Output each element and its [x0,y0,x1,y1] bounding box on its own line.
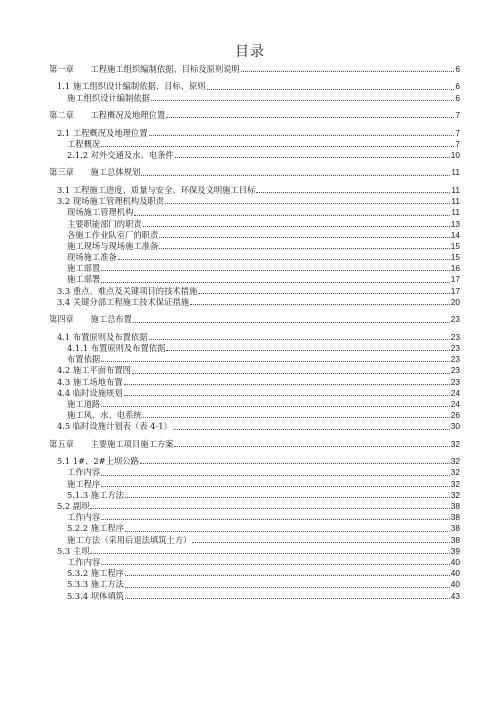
dot-leader [140,463,450,464]
toc-section-entry[interactable] [49,546,460,557]
toc-entry-text: 工作内容 [67,512,101,523]
table-of-contents [49,64,460,602]
toc-section-entry[interactable] [49,81,460,92]
toc-entry-text: 5.3.3 施工方法 [67,579,124,590]
toc-subsection-entry[interactable] [49,219,460,230]
toc-entry-text: 第二章 工程概况及地理位置 [49,110,166,121]
toc-chapter-entry[interactable] [49,64,460,75]
dot-leader [207,89,455,90]
dot-leader [134,215,450,216]
dot-leader [101,146,454,147]
dot-leader [118,259,450,260]
toc-page-number: 11 [451,167,460,178]
toc-chapter-entry[interactable] [49,168,460,179]
dot-leader [101,282,450,283]
toc-entry-text: 主要职能部门的职责 [67,218,142,229]
dot-leader [149,339,450,340]
dot-leader [175,157,450,158]
toc-entry-text: 4.1 布置原则及布置依据 [57,331,148,342]
dot-leader [125,575,450,576]
dot-leader [256,192,450,193]
toc-subsection-entry[interactable] [49,263,460,274]
toc-entry-text: 2.1 工程概况及地理位置 [57,127,148,138]
toc-page-number: 38 [450,523,460,534]
dot-leader [125,598,450,599]
dot-leader [198,293,449,294]
toc-section-entry[interactable] [49,456,460,467]
toc-entry-text: 5.2 副坝 [57,501,90,512]
toc-entry-text: 布置依据 [67,354,101,365]
dot-leader [101,406,450,407]
toc-entry-text: 1.1 施工组织设计编制依据、目标、原则 [57,81,206,92]
toc-page-number: 23 [450,331,460,342]
dot-leader [159,248,449,249]
dot-leader [125,587,450,588]
toc-subsection-entry[interactable] [49,568,460,579]
toc-page-number: 32 [450,489,460,500]
toc-subsection-entry[interactable] [49,354,460,365]
dot-leader [149,135,455,136]
toc-page-number: 40 [450,556,460,567]
toc-entry-text: 现场施工准备 [67,252,117,263]
toc-section-entry[interactable] [49,421,460,432]
toc-subsection-entry[interactable] [49,241,460,252]
toc-page-number: 16 [450,263,460,274]
toc-subsection-entry[interactable] [49,139,460,150]
toc-page-number: 11 [451,196,460,207]
toc-entry-text: 4.2 施工平面布置图 [57,365,131,376]
toc-subsection-entry[interactable] [49,557,460,568]
toc-entry-text: 5.1.3 施工方法 [67,489,124,500]
toc-subsection-entry[interactable] [49,523,460,534]
toc-subsection-entry[interactable] [49,343,460,354]
toc-page-number: 38 [450,501,460,512]
toc-page-number: 10 [450,150,460,160]
toc-page-number: 32 [450,456,460,467]
toc-subsection-entry[interactable] [49,512,460,523]
dot-leader [141,175,450,176]
toc-entry-text: 4.5 临时设施计划表（表 4-1） [57,421,172,432]
dot-leader [159,237,449,238]
toc-page-number: 7 [455,127,460,138]
toc-section-entry[interactable] [49,297,460,308]
toc-entry-text: 工程概况 [67,138,101,149]
toc-page-number: 20 [450,296,460,307]
dot-leader [166,117,454,118]
toc-subsection-entry[interactable] [49,490,460,501]
dot-leader [190,304,450,305]
dot-leader [101,486,450,487]
toc-section-entry[interactable] [49,196,460,207]
toc-page-number: 17 [450,274,460,285]
toc-entry-text: 5.3.2 施工程序 [67,568,124,579]
toc-entry-text: 3.1 工程施工进度、质量与安全、环保及文明施工目标 [57,184,256,195]
toc-entry-text: 第五章 主要施工项目施工方案 [49,438,174,449]
toc-page-number: 7 [455,138,460,149]
dot-leader [101,564,450,565]
dot-leader [90,553,449,554]
toc-entry-text: 5.3.4 坝体填筑 [67,590,124,601]
toc-page-number: 6 [455,63,460,74]
toc-page-number: 6 [455,81,460,92]
toc-subsection-entry[interactable] [49,579,460,590]
toc-page-number: 11 [451,207,460,218]
toc-title: 目录 [235,44,265,60]
dot-leader [124,395,450,396]
toc-subsection-entry[interactable] [49,479,460,490]
dot-leader [101,519,450,520]
toc-page-number: 14 [450,229,460,240]
dot-leader [174,446,449,447]
toc-section-entry[interactable] [49,332,460,343]
toc-entry-text: 施工现场与现场施工准备 [67,240,159,251]
toc-entry-text: 3.4 关键分部工程施工技术保证措施 [57,296,189,307]
dot-leader [143,226,450,227]
toc-section-entry[interactable] [49,185,460,196]
toc-chapter-entry[interactable] [49,314,460,325]
toc-page-number: 23 [450,365,460,376]
dot-leader [241,71,455,72]
toc-page-number: 32 [450,467,460,478]
toc-page-number: 32 [450,438,460,449]
toc-entry-text: 施工部署 [67,274,101,285]
toc-page-number: 40 [450,568,460,579]
toc-entry-text: 施工组织设计编制依据 [67,92,150,103]
toc-entry-text: 4.4 临时设施规划 [57,387,123,398]
dot-leader [132,373,450,374]
toc-subsection-entry[interactable] [49,410,460,421]
dot-leader [124,384,450,385]
toc-subsection-entry[interactable] [49,252,460,263]
dot-leader [143,417,450,418]
toc-entry-text: 第三章 施工总体规划 [49,167,141,178]
toc-page-number: 23 [450,376,460,387]
dot-leader [151,100,454,101]
toc-page-number: 23 [450,354,460,365]
toc-entry-text: 2.1.2 对外交通及水、电条件 [67,150,174,160]
toc-entry-text: 现场施工管理机构 [67,207,134,218]
dot-leader [101,270,450,271]
dot-leader [166,350,449,351]
toc-entry-text: 施工程序 [67,478,101,489]
dot-leader [125,497,450,498]
toc-section-entry[interactable] [49,286,460,297]
toc-page-number: 38 [450,534,460,545]
toc-entry-text: 5.2.2 施工程序 [67,523,124,534]
dot-leader [125,531,450,532]
toc-entry-text: 施工风、水、电系统 [67,410,142,421]
toc-entry-text: 第四章 施工总布置 [49,314,132,325]
toc-page-number: 17 [450,285,460,296]
toc-entry-text: 工作内容 [67,467,101,478]
toc-subsection-entry[interactable] [49,93,460,104]
toc-page-number: 24 [450,398,460,409]
toc-entry-text: 4.1.1 布置原则及布置依据 [67,343,166,353]
toc-section-entry[interactable] [49,501,460,512]
toc-page-number: 13 [450,218,460,229]
toc-page-number: 30 [450,421,460,432]
toc-subsection-entry[interactable] [49,535,460,546]
dot-leader [165,203,450,204]
toc-chapter-entry[interactable] [49,110,460,121]
toc-subsection-entry[interactable] [49,274,460,285]
toc-page-number: 7 [455,110,460,121]
toc-entry-text: 3.2 现场施工管理机构及职责 [57,196,165,207]
toc-subsection-entry[interactable] [49,399,460,410]
toc-subsection-entry[interactable] [49,230,460,241]
toc-entry-text: 各施工作业队室厂的职责 [67,229,159,240]
toc-entry-text: 工作内容 [67,556,101,567]
dot-leader [173,429,450,430]
toc-chapter-entry[interactable] [49,439,460,450]
toc-section-entry[interactable] [49,365,460,376]
toc-page-number: 26 [450,410,460,421]
toc-entry-text: 施工道路 [67,398,101,409]
toc-entry-text: 5.3 主坝 [57,545,90,556]
toc-page-number: 15 [450,252,460,263]
toc-page-number: 43 [450,590,460,601]
dot-leader [101,475,450,476]
dot-leader [90,508,449,509]
toc-page-number: 38 [450,512,460,523]
toc-entry-text: 5.1 1#、2#上坝公路 [57,456,139,467]
toc-page-number: 23 [450,314,460,325]
toc-section-entry[interactable] [49,128,460,139]
toc-entry-text: 施工部置 [67,263,101,274]
toc-page-number: 23 [450,343,460,353]
toc-page-number: 40 [450,579,460,590]
toc-subsection-entry[interactable] [49,591,460,602]
toc-page-number: 11 [451,184,460,195]
toc-entry-text: 3.3 重点、难点及关键项目的技术措施 [57,285,198,296]
toc-entry-text: 施工方法（采用后退法填筑土方） [67,534,192,545]
dot-leader [101,361,450,362]
toc-subsection-entry[interactable] [49,150,460,161]
toc-subsection-entry[interactable] [49,467,460,478]
toc-page-number: 39 [450,545,460,556]
dot-leader [133,322,450,323]
toc-page-number: 15 [450,240,460,251]
toc-section-entry[interactable] [49,377,460,388]
toc-page-number: 32 [450,478,460,489]
dot-leader [192,542,449,543]
toc-section-entry[interactable] [49,388,460,399]
toc-page-number: 24 [450,387,460,398]
toc-entry-text: 第一章 工程施工组织编制依据、目标及原则说明 [49,63,240,74]
toc-page-number: 6 [455,92,460,103]
toc-entry-text: 4.3 施工场地布置 [57,376,123,387]
toc-subsection-entry[interactable] [49,207,460,218]
